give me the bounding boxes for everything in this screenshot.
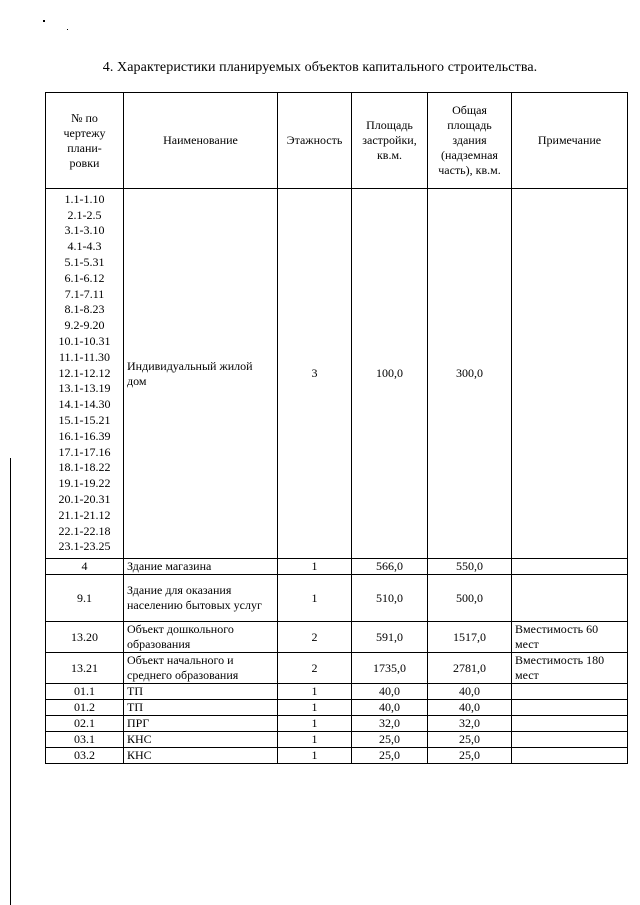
cell-total-area: 1517,0 xyxy=(428,622,512,653)
number-item: 23.1-23.25 xyxy=(58,539,111,554)
scan-speck xyxy=(67,29,68,30)
cell-note xyxy=(512,189,628,559)
number-item: 17.1-17.16 xyxy=(58,444,111,459)
number-item: 10.1-10.31 xyxy=(58,334,111,348)
number-item: 8.1-8.23 xyxy=(64,302,105,317)
number-item: 22.1-22.18 xyxy=(58,523,111,538)
cell-note: Вместимость 60 мест xyxy=(512,622,628,653)
cell-total-area: 25,0 xyxy=(428,748,512,764)
cell-total-area: 40,0 xyxy=(428,684,512,700)
table-row xyxy=(46,622,628,653)
cell-floors: 1 xyxy=(278,559,352,575)
characteristics-table xyxy=(45,92,628,764)
cell-total-area: 550,0 xyxy=(428,559,512,575)
cell-floors: 2 xyxy=(278,622,352,653)
cell-number: 4 xyxy=(46,559,124,575)
number-item: 7.1-7.11 xyxy=(64,286,105,301)
number-item: 1.1-1.10 xyxy=(64,191,105,206)
cell-total-area: 500,0 xyxy=(428,575,512,622)
number-item: 18.1-18.22 xyxy=(58,460,111,475)
cell-floors: 1 xyxy=(278,575,352,622)
cell-number: 01.2 xyxy=(46,700,124,716)
cell-name: Объект дошкольного образования xyxy=(124,622,278,653)
number-item: 3.1-3.10 xyxy=(64,223,105,238)
cell-footprint: 100,0 xyxy=(352,189,428,559)
cell-note xyxy=(512,684,628,700)
cell-number: 01.1 xyxy=(46,684,124,700)
cell-floors: 1 xyxy=(278,684,352,700)
table-row xyxy=(46,189,628,559)
table-row xyxy=(46,716,628,732)
table-row xyxy=(46,559,628,575)
table-row xyxy=(46,575,628,622)
cell-name: ТП xyxy=(124,684,278,700)
cell-floors: 1 xyxy=(278,732,352,748)
cell-number: 13.21 xyxy=(46,653,124,684)
cell-number: 9.1 xyxy=(46,575,124,622)
cell-footprint: 40,0 xyxy=(352,684,428,700)
cell-note xyxy=(512,559,628,575)
header-number: № по чертежу плани-ровки xyxy=(46,93,124,189)
cell-name: КНС xyxy=(124,732,278,748)
cell-number: 03.2 xyxy=(46,748,124,764)
cell-name: Объект начального и среднего образования xyxy=(124,653,278,684)
number-item: 13.1-13.19 xyxy=(58,381,111,396)
header-total-area: Общая площадь здания (надземная часть), кв.м. xyxy=(428,93,512,189)
scan-edge-line xyxy=(10,458,11,905)
number-item: 9.2-9.20 xyxy=(64,318,105,333)
header-note: Примечание xyxy=(512,93,628,189)
table-row xyxy=(46,700,628,716)
cell-name: КНС xyxy=(124,748,278,764)
cell-total-area: 300,0 xyxy=(428,189,512,559)
header-name: Наименование xyxy=(124,93,278,189)
table-row xyxy=(46,684,628,700)
number-item: 12.1-12.12 xyxy=(58,365,111,380)
cell-name: Индивидуальный жилой дом xyxy=(124,189,278,559)
number-item: 21.1-21.12 xyxy=(58,507,111,522)
number-item: 4.1-4.3 xyxy=(67,239,102,254)
cell-note xyxy=(512,700,628,716)
number-item: 11.1-11.30 xyxy=(58,349,111,364)
cell-floors: 1 xyxy=(278,716,352,732)
cell-footprint: 40,0 xyxy=(352,700,428,716)
table-row xyxy=(46,732,628,748)
cell-total-area: 2781,0 xyxy=(428,653,512,684)
table-header-row xyxy=(46,93,628,189)
cell-footprint: 591,0 xyxy=(352,622,428,653)
cell-note: Вместимость 180 мест xyxy=(512,653,628,684)
number-item: 2.1-2.5 xyxy=(67,207,102,222)
cell-number: 13.20 xyxy=(46,622,124,653)
cell-footprint: 25,0 xyxy=(352,748,428,764)
table-row xyxy=(46,748,628,764)
cell-note xyxy=(512,716,628,732)
cell-number: 03.1 xyxy=(46,732,124,748)
number-item: 14.1-14.30 xyxy=(58,397,111,412)
cell-name: ТП xyxy=(124,700,278,716)
header-floors: Этажность xyxy=(278,93,352,189)
cell-note xyxy=(512,732,628,748)
cell-total-area: 32,0 xyxy=(428,716,512,732)
cell-floors: 3 xyxy=(278,189,352,559)
cell-footprint: 566,0 xyxy=(352,559,428,575)
cell-floors: 1 xyxy=(278,700,352,716)
cell-total-area: 25,0 xyxy=(428,732,512,748)
cell-floors: 2 xyxy=(278,653,352,684)
cell-footprint: 1735,0 xyxy=(352,653,428,684)
cell-total-area: 40,0 xyxy=(428,700,512,716)
cell-name: Здание для оказания населению бытовых услуг xyxy=(124,575,278,622)
cell-footprint: 510,0 xyxy=(352,575,428,622)
cell-name: Здание магазина xyxy=(124,559,278,575)
number-item: 15.1-15.21 xyxy=(58,412,111,427)
scan-speck xyxy=(43,20,45,22)
cell-number: 02.1 xyxy=(46,716,124,732)
cell-floors: 1 xyxy=(278,748,352,764)
number-item: 16.1-16.39 xyxy=(58,428,111,443)
page-title: 4. Характеристики планируемых объектов капитального строительства. xyxy=(102,60,538,75)
table-row xyxy=(46,653,628,684)
number-item: 19.1-19.22 xyxy=(58,476,111,491)
cell-note xyxy=(512,748,628,764)
cell-note xyxy=(512,575,628,622)
number-item: 6.1-6.12 xyxy=(64,270,105,285)
cell-footprint: 25,0 xyxy=(352,732,428,748)
cell-name: ПРГ xyxy=(124,716,278,732)
header-footprint: Площадь застройки, кв.м. xyxy=(352,93,428,189)
cell-number-list xyxy=(46,189,124,559)
cell-footprint: 32,0 xyxy=(352,716,428,732)
number-item: 20.1-20.31 xyxy=(58,491,111,506)
number-item: 5.1-5.31 xyxy=(64,255,105,270)
